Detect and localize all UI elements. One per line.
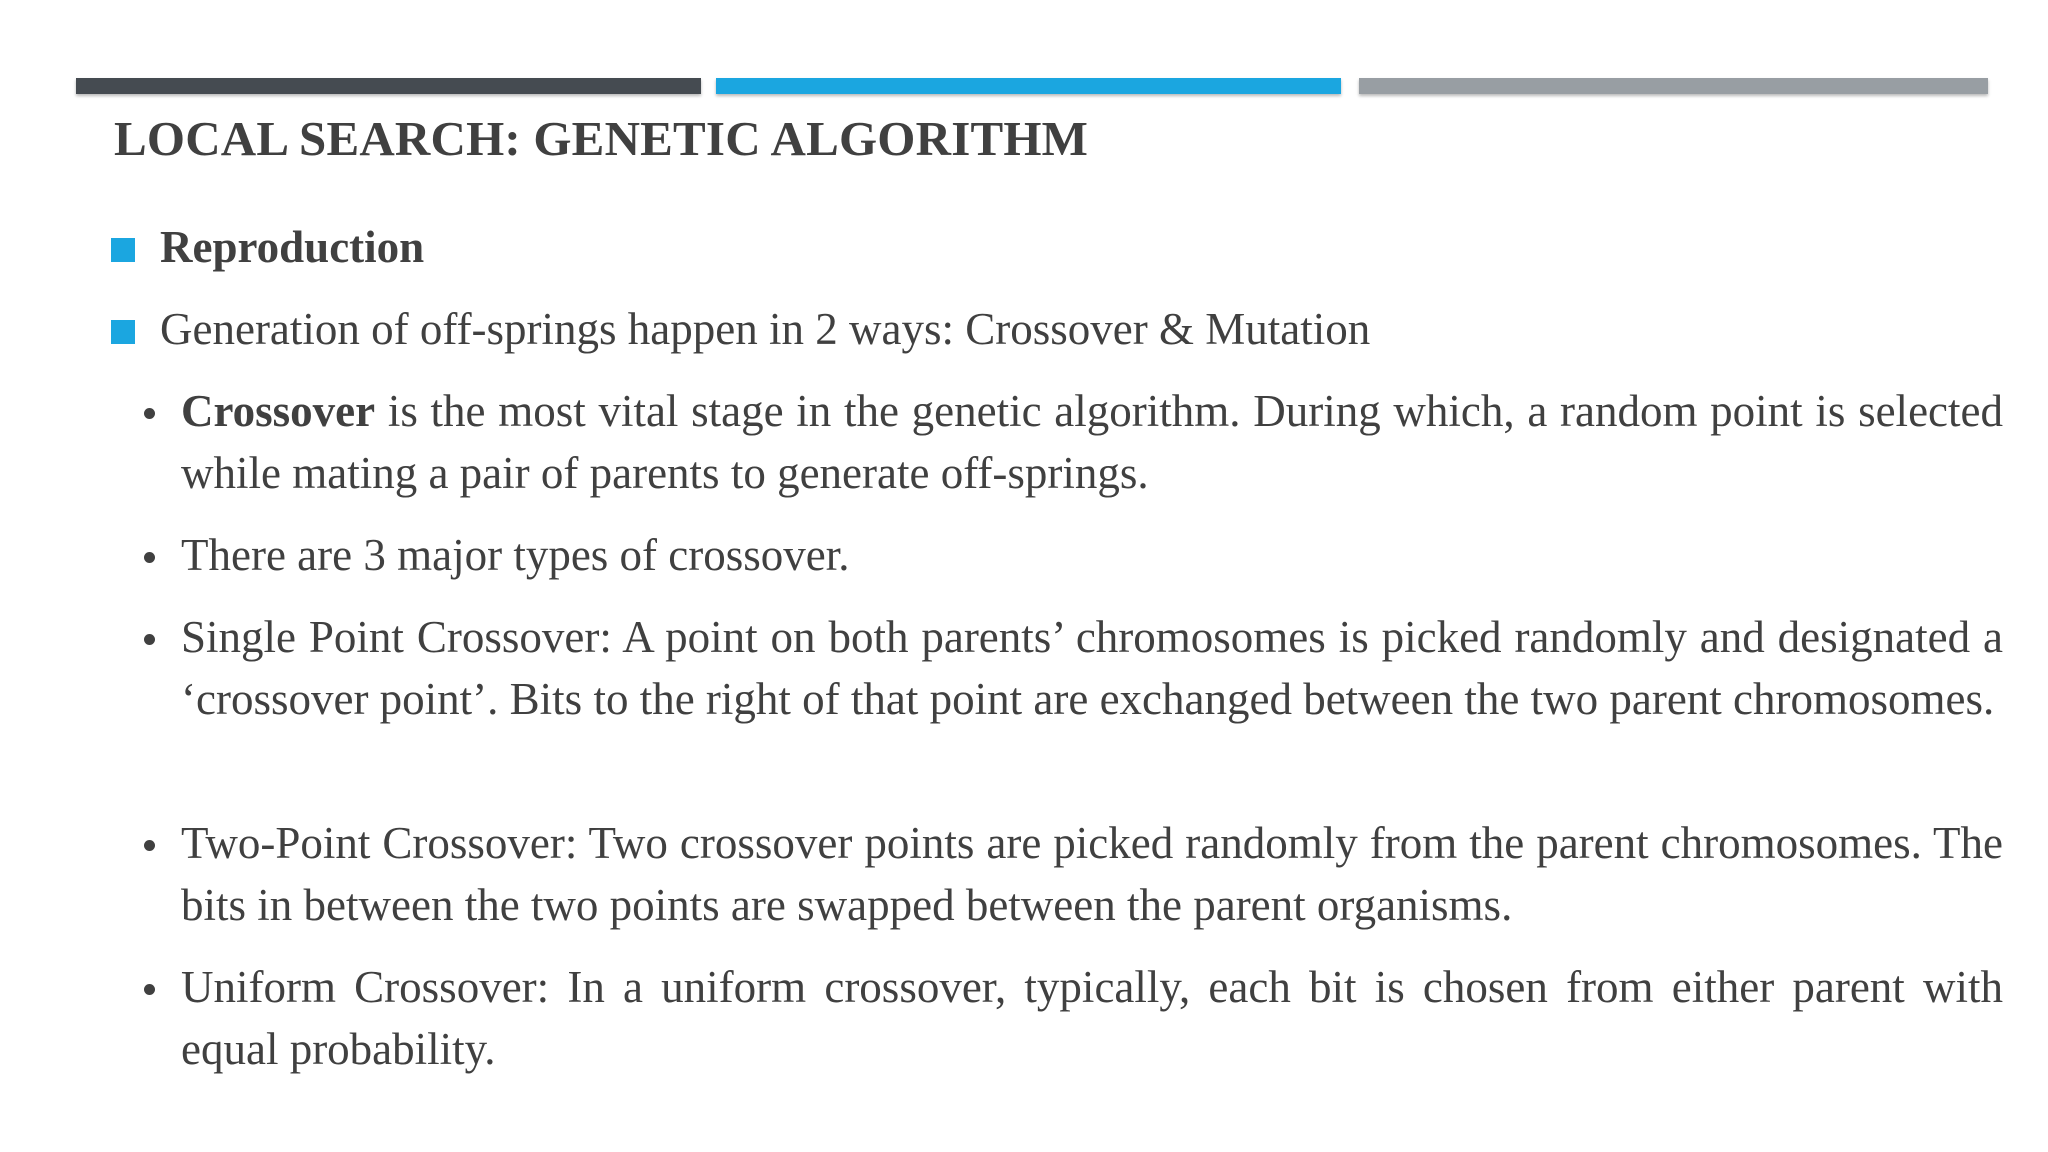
square-bullet-icon	[111, 320, 135, 344]
square-bullet-icon	[111, 238, 135, 262]
sub-bullet-text: Two-Point Crossover: Two crossover points are picked randomly from the parent chromosomes. The bits in between the two points are swapped between the parent organisms.	[181, 818, 2003, 930]
sub-bullet-single-point	[144, 606, 2004, 730]
sub-bullet-two-point	[144, 812, 2004, 936]
dot-bullet-icon	[144, 984, 155, 995]
sub-bullet-lead: Crossover	[181, 386, 376, 436]
dot-bullet-icon	[144, 840, 155, 851]
sub-bullet-text: There are 3 major types of crossover.	[181, 530, 850, 580]
sub-bullet-types	[144, 524, 2004, 586]
dot-bullet-icon	[144, 408, 155, 419]
slide-title: LOCAL SEARCH: GENETIC ALGORITHM	[114, 111, 1089, 166]
dot-bullet-icon	[144, 552, 155, 563]
bullet-text: Generation of off-springs happen in 2 ways: Crossover & Mutation	[160, 304, 1371, 354]
dot-bullet-icon	[144, 634, 155, 645]
sub-bullet-text: Single Point Crossover: A point on both parents’ chromosomes is picked randomly and designated a ‘crossover point’. Bits to the right of that point are exchanged between the two parent chromosomes.	[181, 612, 2003, 724]
sub-bullet-uniform	[144, 956, 2004, 1080]
sub-bullet-body: is the most vital stage in the genetic algorithm. During which, a random point is selected while mating a pair of parents to generate off-springs.	[181, 386, 2003, 498]
sub-bullet-text: Uniform Crossover: In a uniform crossover, typically, each bit is chosen from either parent with equal probability.	[181, 962, 2003, 1074]
sub-bullet-text	[181, 380, 2003, 504]
sub-bullet-crossover	[144, 380, 2004, 504]
bullet-text: Reproduction	[160, 222, 425, 272]
